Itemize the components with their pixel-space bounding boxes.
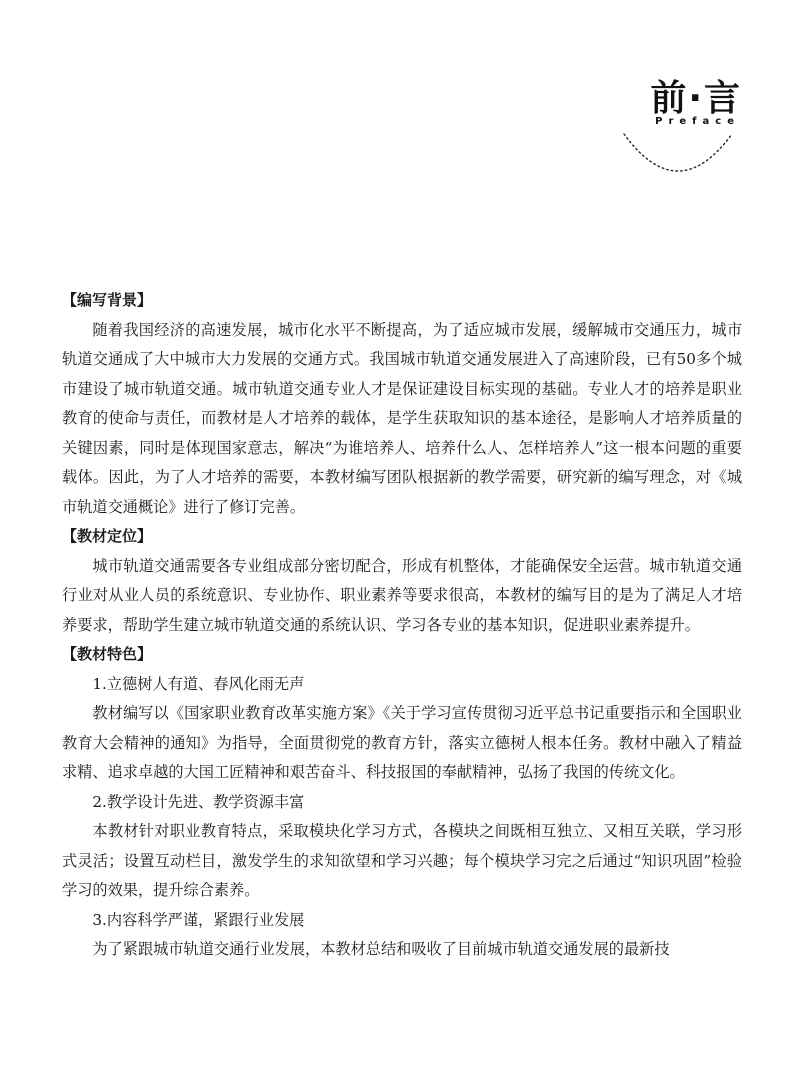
section-heading-positioning: 【教材定位】 xyxy=(62,527,153,545)
feature-item-1-text: 教材编写以《国家职业教育改革实施方案》《关于学习宣传贯彻习近平总书记重要指示和全国职业教育大会精神的通知》为指导，全面贯彻党的教育方针，落实立德树人根本任务。教材中融入了精益求精、追求卓越的大国工匠精神和艰苦奋斗、科技报国的奉献精神，弘扬了我国的传统文化。 xyxy=(62,704,742,781)
paragraph-positioning: 城市轨道交通需要各专业组成部分密切配合，形成有机整体，才能确保安全运营。城市轨道交通行业对从业人员的系统意识、专业协作、职业素养等要求很高，本教材的编写目的是为了满足人才培养要求，帮助学生建立城市轨道交通的系统认识、学习各专业的基本知识，促进职业素养提升。 xyxy=(62,556,742,634)
paragraph-background: 随着我国经济的高速发展，城市化水平不断提高，为了适应城市发展，缓解城市交通压力，城市轨道交通成了大中城市大力发展的交通方式。我国城市轨道交通发展进入了高速阶段，已有50多个城市建设了城市轨道交通。城市轨道交通专业人才是保证建设目标实现的基础。专业人才的培养是职业教育的使命与责任，而教材是人才培养的载体，是学生获取知识的基本途径，是影响人才培养质量的关键因素，同时是体现国家意志，解决“为谁培养人、培养什么人、怎样培养人”这一根本问题的重要载体。因此，为了人才培养的需要，本教材编写团队根据新的教学需要，研究新的编写理念，对《城市轨道交通概论》进行了修订完善。 xyxy=(62,320,742,516)
feature-item-2-title: 2.教学设计先进、教学资源丰富 xyxy=(92,792,305,811)
preface-body xyxy=(62,286,742,965)
page-subtitle: Preface xyxy=(655,116,740,127)
feature-item-3-title: 3.内容科学严谨，紧跟行业发展 xyxy=(92,910,305,929)
feature-item-1-title: 1.立德树人有道、春风化雨无声 xyxy=(92,674,305,693)
page-title: 前·言 xyxy=(650,78,742,119)
section-heading-features: 【教材特色】 xyxy=(62,645,153,663)
page-header xyxy=(612,70,742,180)
feature-item-3-text: 为了紧跟城市轨道交通行业发展，本教材总结和吸收了目前城市轨道交通发展的最新技 xyxy=(92,940,670,958)
feature-item-2-text: 本教材针对职业教育特点，采取模块化学习方式，各模块之间既相互独立、又相互关联，学习形式灵活；设置互动栏目，激发学生的求知欲望和学习兴趣；每个模块学习完之后通过“知识巩固”检验学习的效果，提升综合素养。 xyxy=(62,822,742,899)
decorative-dotted-arc-icon xyxy=(618,128,738,188)
section-heading-background: 【编写背景】 xyxy=(62,291,153,309)
